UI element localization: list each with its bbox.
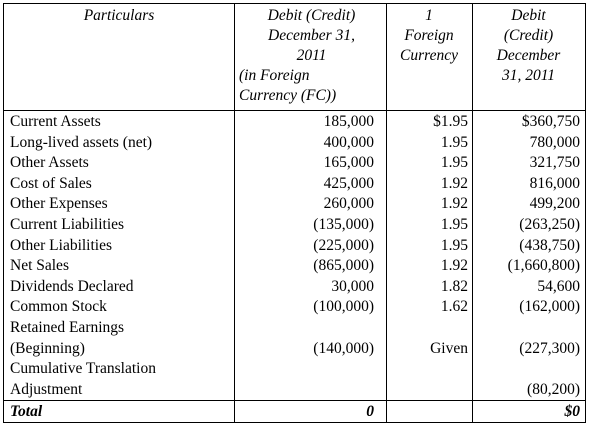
cell-usd: (438,750)	[519, 236, 580, 254]
cell-usd: 780,000	[529, 133, 580, 151]
cell-foreign-currency: 30,000	[331, 277, 374, 295]
cell-foreign-currency: (140,000)	[313, 339, 374, 357]
cell-foreign-currency: (135,000)	[313, 216, 374, 233]
cell-particular: Common Stock	[10, 298, 107, 316]
header-rate-line-1: 1	[425, 7, 433, 24]
table-row	[4, 194, 585, 215]
cell-foreign-currency: (100,000)	[313, 298, 374, 316]
cell-exchange-rate: 1.95	[440, 133, 468, 151]
header-exchange-rate	[386, 6, 472, 66]
cell-foreign-currency: 260,000	[323, 195, 374, 213]
table-row	[4, 112, 585, 133]
table-row	[4, 277, 585, 298]
cell-usd: (263,250)	[519, 216, 580, 233]
table-row	[4, 174, 585, 195]
cell-usd: $360,750	[521, 113, 580, 130]
cell-usd: 54,600	[537, 277, 580, 295]
header-fc-line-2: December 31,	[268, 27, 355, 44]
cell-usd: (1,660,800)	[507, 257, 580, 275]
cell-particular: Dividends Declared	[10, 277, 134, 295]
cell-foreign-currency: 425,000	[323, 174, 374, 192]
cell-particular: Other Expenses	[10, 195, 108, 213]
cell-exchange-rate: 1.95	[440, 216, 468, 233]
cell-particular: Long-lived assets (net)	[10, 133, 153, 151]
table-row	[4, 133, 585, 154]
cell-particular: Cumulative Translation	[10, 360, 156, 378]
header-usd-line-3: December	[496, 47, 561, 64]
cell-particular: (Beginning)	[10, 339, 85, 357]
header-particulars	[4, 6, 234, 26]
header-usd-line-1: Debit	[511, 7, 546, 24]
cell-exchange-rate: Given	[430, 339, 468, 357]
header-fc-line-5: Currency (FC))	[239, 87, 337, 104]
header-fc-line-1: Debit (Credit)	[267, 7, 356, 24]
total-label: Total	[10, 403, 43, 420]
header-divider	[4, 110, 585, 111]
table-row	[4, 380, 585, 401]
header-usd-line-2: (Credit)	[503, 27, 554, 44]
header-fc-line-4: (in Foreign	[239, 67, 310, 84]
table-row	[4, 339, 585, 360]
table-row	[4, 359, 585, 380]
cell-usd: 816,000	[529, 174, 580, 192]
cell-usd: 499,200	[529, 195, 580, 213]
header-rate-line-3: Currency	[400, 47, 458, 64]
cell-usd: (80,200)	[527, 380, 580, 398]
cell-exchange-rate: 1.82	[440, 277, 468, 295]
cell-foreign-currency: 400,000	[323, 133, 374, 151]
cell-foreign-currency: 185,000	[323, 113, 374, 130]
cell-foreign-currency: (865,000)	[313, 257, 374, 275]
cell-particular: Adjustment	[10, 380, 83, 398]
table-row	[4, 256, 585, 277]
table-row	[4, 297, 585, 318]
cell-exchange-rate: $1.95	[433, 113, 468, 130]
header-particulars-text: Particulars	[83, 7, 155, 24]
table-row	[4, 153, 585, 174]
cell-particular: Other Assets	[10, 154, 89, 172]
cell-exchange-rate: 1.95	[440, 154, 468, 172]
cell-exchange-rate: 1.92	[440, 174, 468, 192]
table-row	[4, 215, 585, 236]
total-fc: 0	[366, 403, 374, 420]
cell-particular: Current Liabilities	[10, 216, 125, 233]
cell-particular: Other Liabilities	[10, 236, 113, 254]
cell-usd: 321,750	[529, 154, 580, 172]
cell-usd: (227,300)	[519, 339, 580, 357]
table-row	[4, 318, 585, 339]
header-fc-line-3: 2011	[296, 47, 327, 64]
cell-particular: Cost of Sales	[10, 174, 92, 192]
translation-worksheet-table	[3, 3, 586, 423]
cell-exchange-rate: 1.62	[440, 298, 468, 316]
total-row	[4, 402, 585, 422]
cell-particular: Retained Earnings	[10, 319, 125, 336]
table-row	[4, 236, 585, 257]
cell-exchange-rate: 1.95	[440, 236, 468, 254]
cell-foreign-currency: (225,000)	[313, 236, 374, 254]
header-usd-balance	[472, 6, 585, 86]
cell-particular: Net Sales	[10, 257, 69, 275]
cell-exchange-rate: 1.92	[440, 257, 468, 275]
cell-usd: (162,000)	[519, 298, 580, 316]
header-usd-line-4: 31, 2011	[501, 67, 556, 84]
header-rate-line-2: Foreign	[404, 27, 454, 44]
total-usd: $0	[564, 403, 580, 420]
cell-foreign-currency: 165,000	[323, 154, 374, 172]
cell-exchange-rate: 1.92	[440, 195, 468, 213]
header-foreign-currency-balance	[239, 6, 384, 106]
cell-particular: Current Assets	[10, 113, 101, 130]
